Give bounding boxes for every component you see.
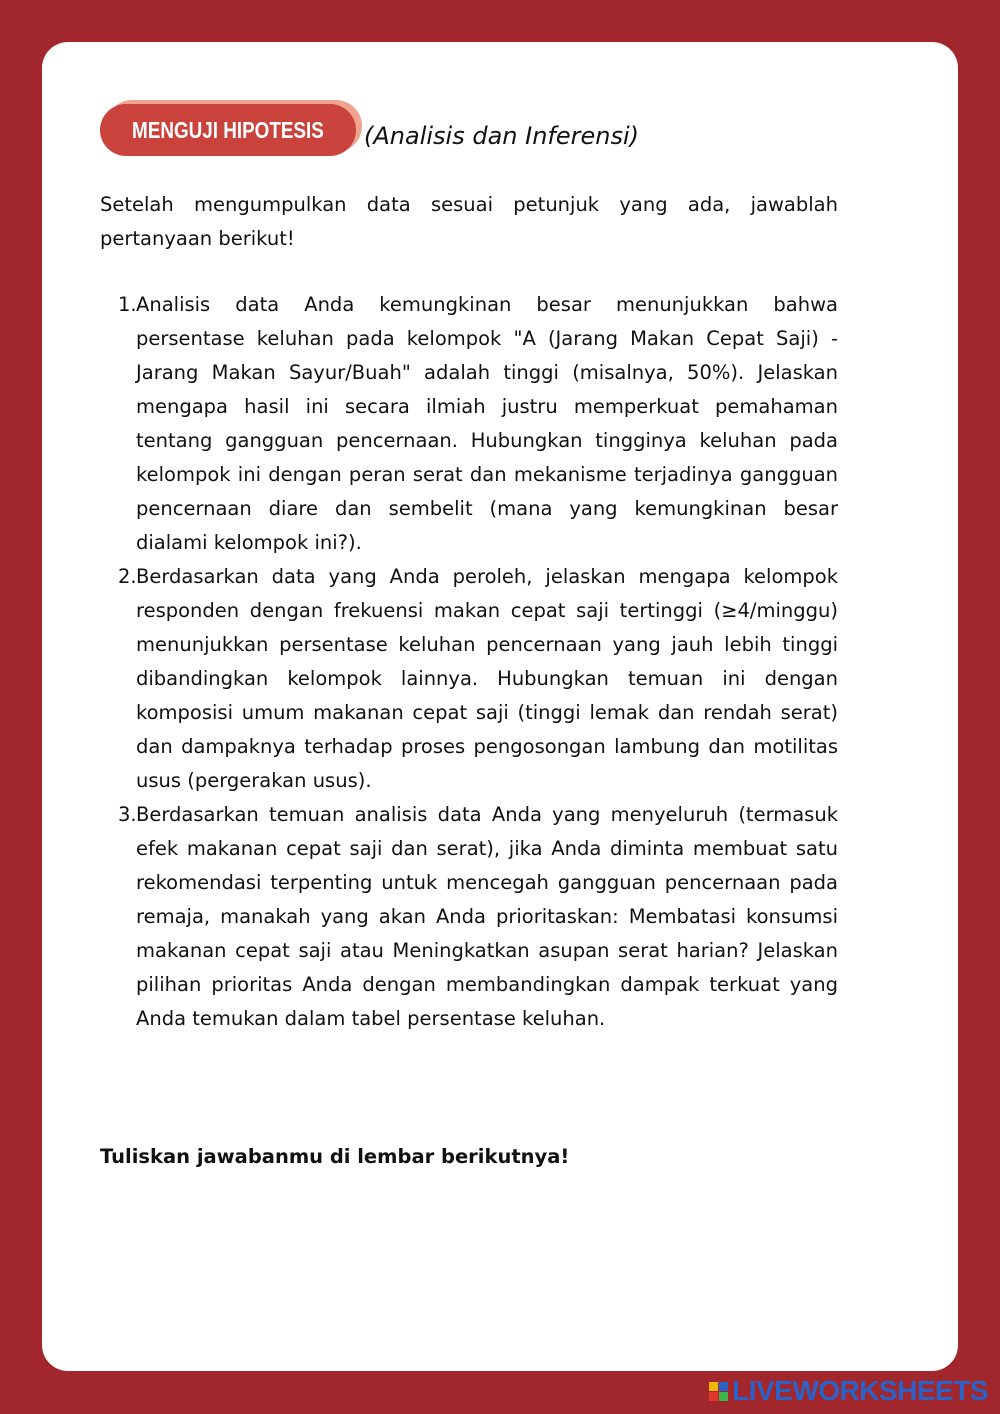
question-text: Berdasarkan data yang Anda peroleh, jelaskan mengapa kelompok responden dengan frekuensi makan cepat saji tertinggi (≥4/minggu) menunjukkan persentase keluhan pencernaan yang jauh lebih tinggi dibandingkan kelompok lainnya. Hubungkan temuan ini dengan komposisi umum makanan cepat saji (tinggi lemak dan rendah serat) dan dampaknya terhadap proses pengosongan lambung dan motilitas usus (pergerakan usus). — [136, 565, 838, 792]
section-header — [100, 100, 860, 158]
section-subtitle: (Analisis dan Inferensi) — [364, 122, 640, 150]
question-number: 3. — [118, 803, 137, 826]
liveworksheets-logo-icon — [709, 1382, 728, 1401]
closing-instruction: Tuliskan jawabanmu di lembar berikutnya! — [100, 1145, 570, 1168]
question-item — [100, 288, 838, 560]
section-tag — [100, 104, 356, 156]
watermark-text: LIVEWORKSHEETS — [732, 1375, 988, 1406]
section-tag-label: MENGUJI HIPOTESIS — [132, 117, 324, 143]
question-text: Berdasarkan temuan analisis data Anda yang menyeluruh (termasuk efek makanan cepat saji dan serat), jika Anda diminta membuat satu rekomendasi terpenting untuk mencegah gangguan pencernaan pada remaja, manakah yang akan Anda prioritaskan: Membatasi konsumsi makanan cepat saji atau Meningkatkan asupan serat harian? Jelaskan pilihan prioritas Anda dengan membandingkan dampak terkuat yang Anda temukan dalam tabel persentase keluhan. — [136, 803, 838, 1030]
question-text: Analisis data Anda kemungkinan besar menunjukkan bahwa persentase keluhan pada kelompok "A (Jarang Makan Cepat Saji) -Jarang Makan Sayur/Buah" adalah tinggi (misalnya, 50%). Jelaskan mengapa hasil ini secara ilmiah justru memperkuat pemahaman tentang gangguan pencernaan. Hubungkan tingginya keluhan pada kelompok ini dengan peran serat dan mekanisme terjadinya gangguan pencernaan diare dan sembelit (mana yang kemungkinan besar dialami kelompok ini?). — [136, 293, 838, 554]
question-number: 2. — [118, 565, 137, 588]
question-item — [100, 798, 838, 1036]
question-number: 1. — [118, 293, 137, 316]
question-list — [100, 288, 838, 1036]
question-item — [100, 560, 838, 798]
intro-text: Setelah mengumpulkan data sesuai petunjuk yang ada, jawablah pertanyaan berikut! — [100, 193, 838, 250]
liveworksheets-watermark — [709, 1376, 988, 1406]
